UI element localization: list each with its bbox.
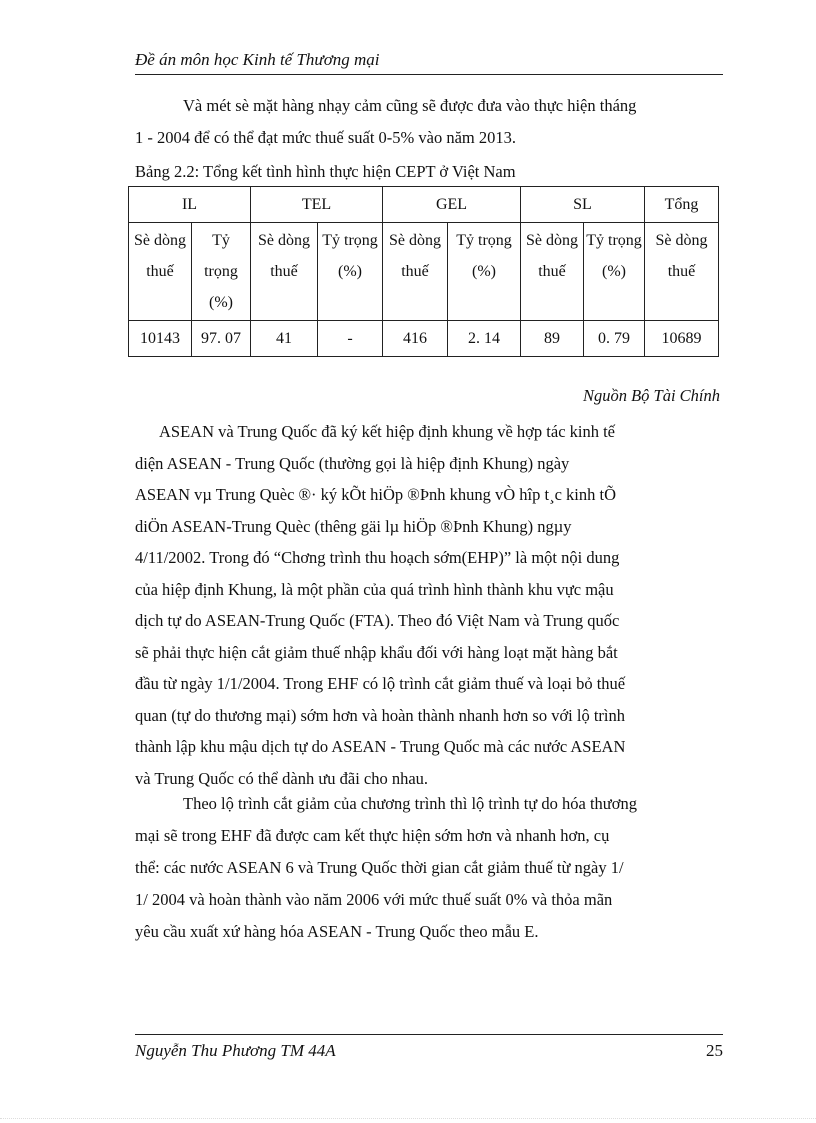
table-cell: 416 [383,321,448,357]
text-line: 1 - 2004 để có thể đạt mức thuế suất 0-5% vào năm 2013. [135,128,517,147]
text-line: dịch tự do ASEAN-Trung Quốc (FTA). Theo đó Việt Nam và Trung quốc [135,611,620,630]
text-line: Và mét sè mặt hàng nhạy cảm cũng sẽ được đưa vào thực hiện tháng [183,96,637,115]
group-header: TEL [251,187,383,223]
text-line: 1/ 2004 và hoàn thành vào năm 2006 với mức thuế suất 0% và thỏa mãn [135,890,613,909]
text-line: diện ASEAN - Trung Quốc (thường gọi là hiệp định Khung) ngày [135,453,570,473]
paragraph-2 [135,788,723,948]
table-cell: 10143 [129,321,192,357]
text-line: mại sẽ trong EHF đã được cam kết thực hiện sớm hơn và nhanh hơn, cụ [135,826,610,845]
table-caption: Bảng 2.2: Tổng kết tình hình thực hiện CEPT ở Việt Nam [135,162,516,181]
page-number: 25 [706,1041,723,1060]
table-cell: 2. 14 [448,321,521,357]
subheader-cell: Sè dòng thuế [521,223,584,321]
subheader-cell: Tỷ trọng (%) [448,223,521,321]
text-line: sẽ phải thực hiện cắt giảm thuế nhập khẩu đối với hàng loạt mặt hàng bắt [135,642,618,662]
page-header [135,48,723,75]
group-header: SL [521,187,645,223]
table-subheader-row [129,223,719,321]
text-line: quan (tự do thương mại) sớm hơn và hoàn thành nhanh hơn so với lộ trình [135,705,625,725]
page-footer [135,1034,723,1065]
text-line: ASEAN vµ Trung Quèc ®· ký kÕt hiÖp ®Þnh khung vÒ hîp t¸c kinh tÕ [135,485,616,504]
text-line: 4/11/2002. Trong đó “Chơng trình thu hoạch sớm(EHP)” là một nội dung [135,548,620,567]
text-line: thể: các nước ASEAN 6 và Trung Quốc thời gian cắt giảm thuế từ ngày 1/ [135,858,624,877]
header-title: Đề án môn học Kinh tế Thương mại [135,50,380,69]
table-cell: 89 [521,321,584,357]
subheader-cell: Sè dòng thuế [129,223,192,321]
table-cell: 97. 07 [192,321,251,357]
text-line: ASEAN và Trung Quốc đã ký kết hiệp định khung về hợp tác kinh tế [159,422,616,441]
text-line: của hiệp định Khung, là một phần của quá trình hình thành khu vực mậu [135,579,614,599]
text-line: diÖn ASEAN-Trung Quèc (thêng gäi lµ hiÖp ®Þnh Khung) ngµy [135,516,572,536]
text-line: Theo lộ trình cắt giảm của chương trình thì lộ trình tự do hóa thương [183,794,637,813]
text-line: và Trung Quốc có thể dành ưu đãi cho nhau. [135,768,429,788]
subheader-cell: Sè dòng thuế [251,223,318,321]
table-cell: 41 [251,321,318,357]
table-cell: 10689 [645,321,719,357]
cept-table [128,186,719,357]
text-line: yêu cầu xuất xứ hàng hóa ASEAN - Trung Quốc theo mẫu E. [135,922,539,941]
table-row [129,321,719,357]
text-line: thành lập khu mậu dịch tự do ASEAN - Trung Quốc mà các nước ASEAN [135,737,626,756]
subheader-cell: Tỷ trọng (%) [192,223,251,321]
intro-paragraph [135,90,723,154]
subheader-cell: Sè dòng thuế [383,223,448,321]
group-header: GEL [383,187,521,223]
table-cell: - [318,321,383,357]
text-line: đầu từ ngày 1/1/2004. Trong EHF có lộ trình cắt giảm thuế và loại bỏ thuế [135,674,626,693]
bottom-divider [0,1118,816,1119]
footer-author: Nguyễn Thu Phương TM 44A [135,1041,336,1060]
table-group-row [129,187,719,223]
group-header: IL [129,187,251,223]
subheader-cell: Tỷ trọng (%) [318,223,383,321]
paragraph-1 [135,416,723,794]
subheader-cell: Tỷ trọng (%) [584,223,645,321]
table-cell: 0. 79 [584,321,645,357]
subheader-cell: Sè dòng thuế [645,223,719,321]
group-header: Tổng [645,187,719,223]
table-source: Nguồn Bộ Tài Chính [582,386,720,405]
